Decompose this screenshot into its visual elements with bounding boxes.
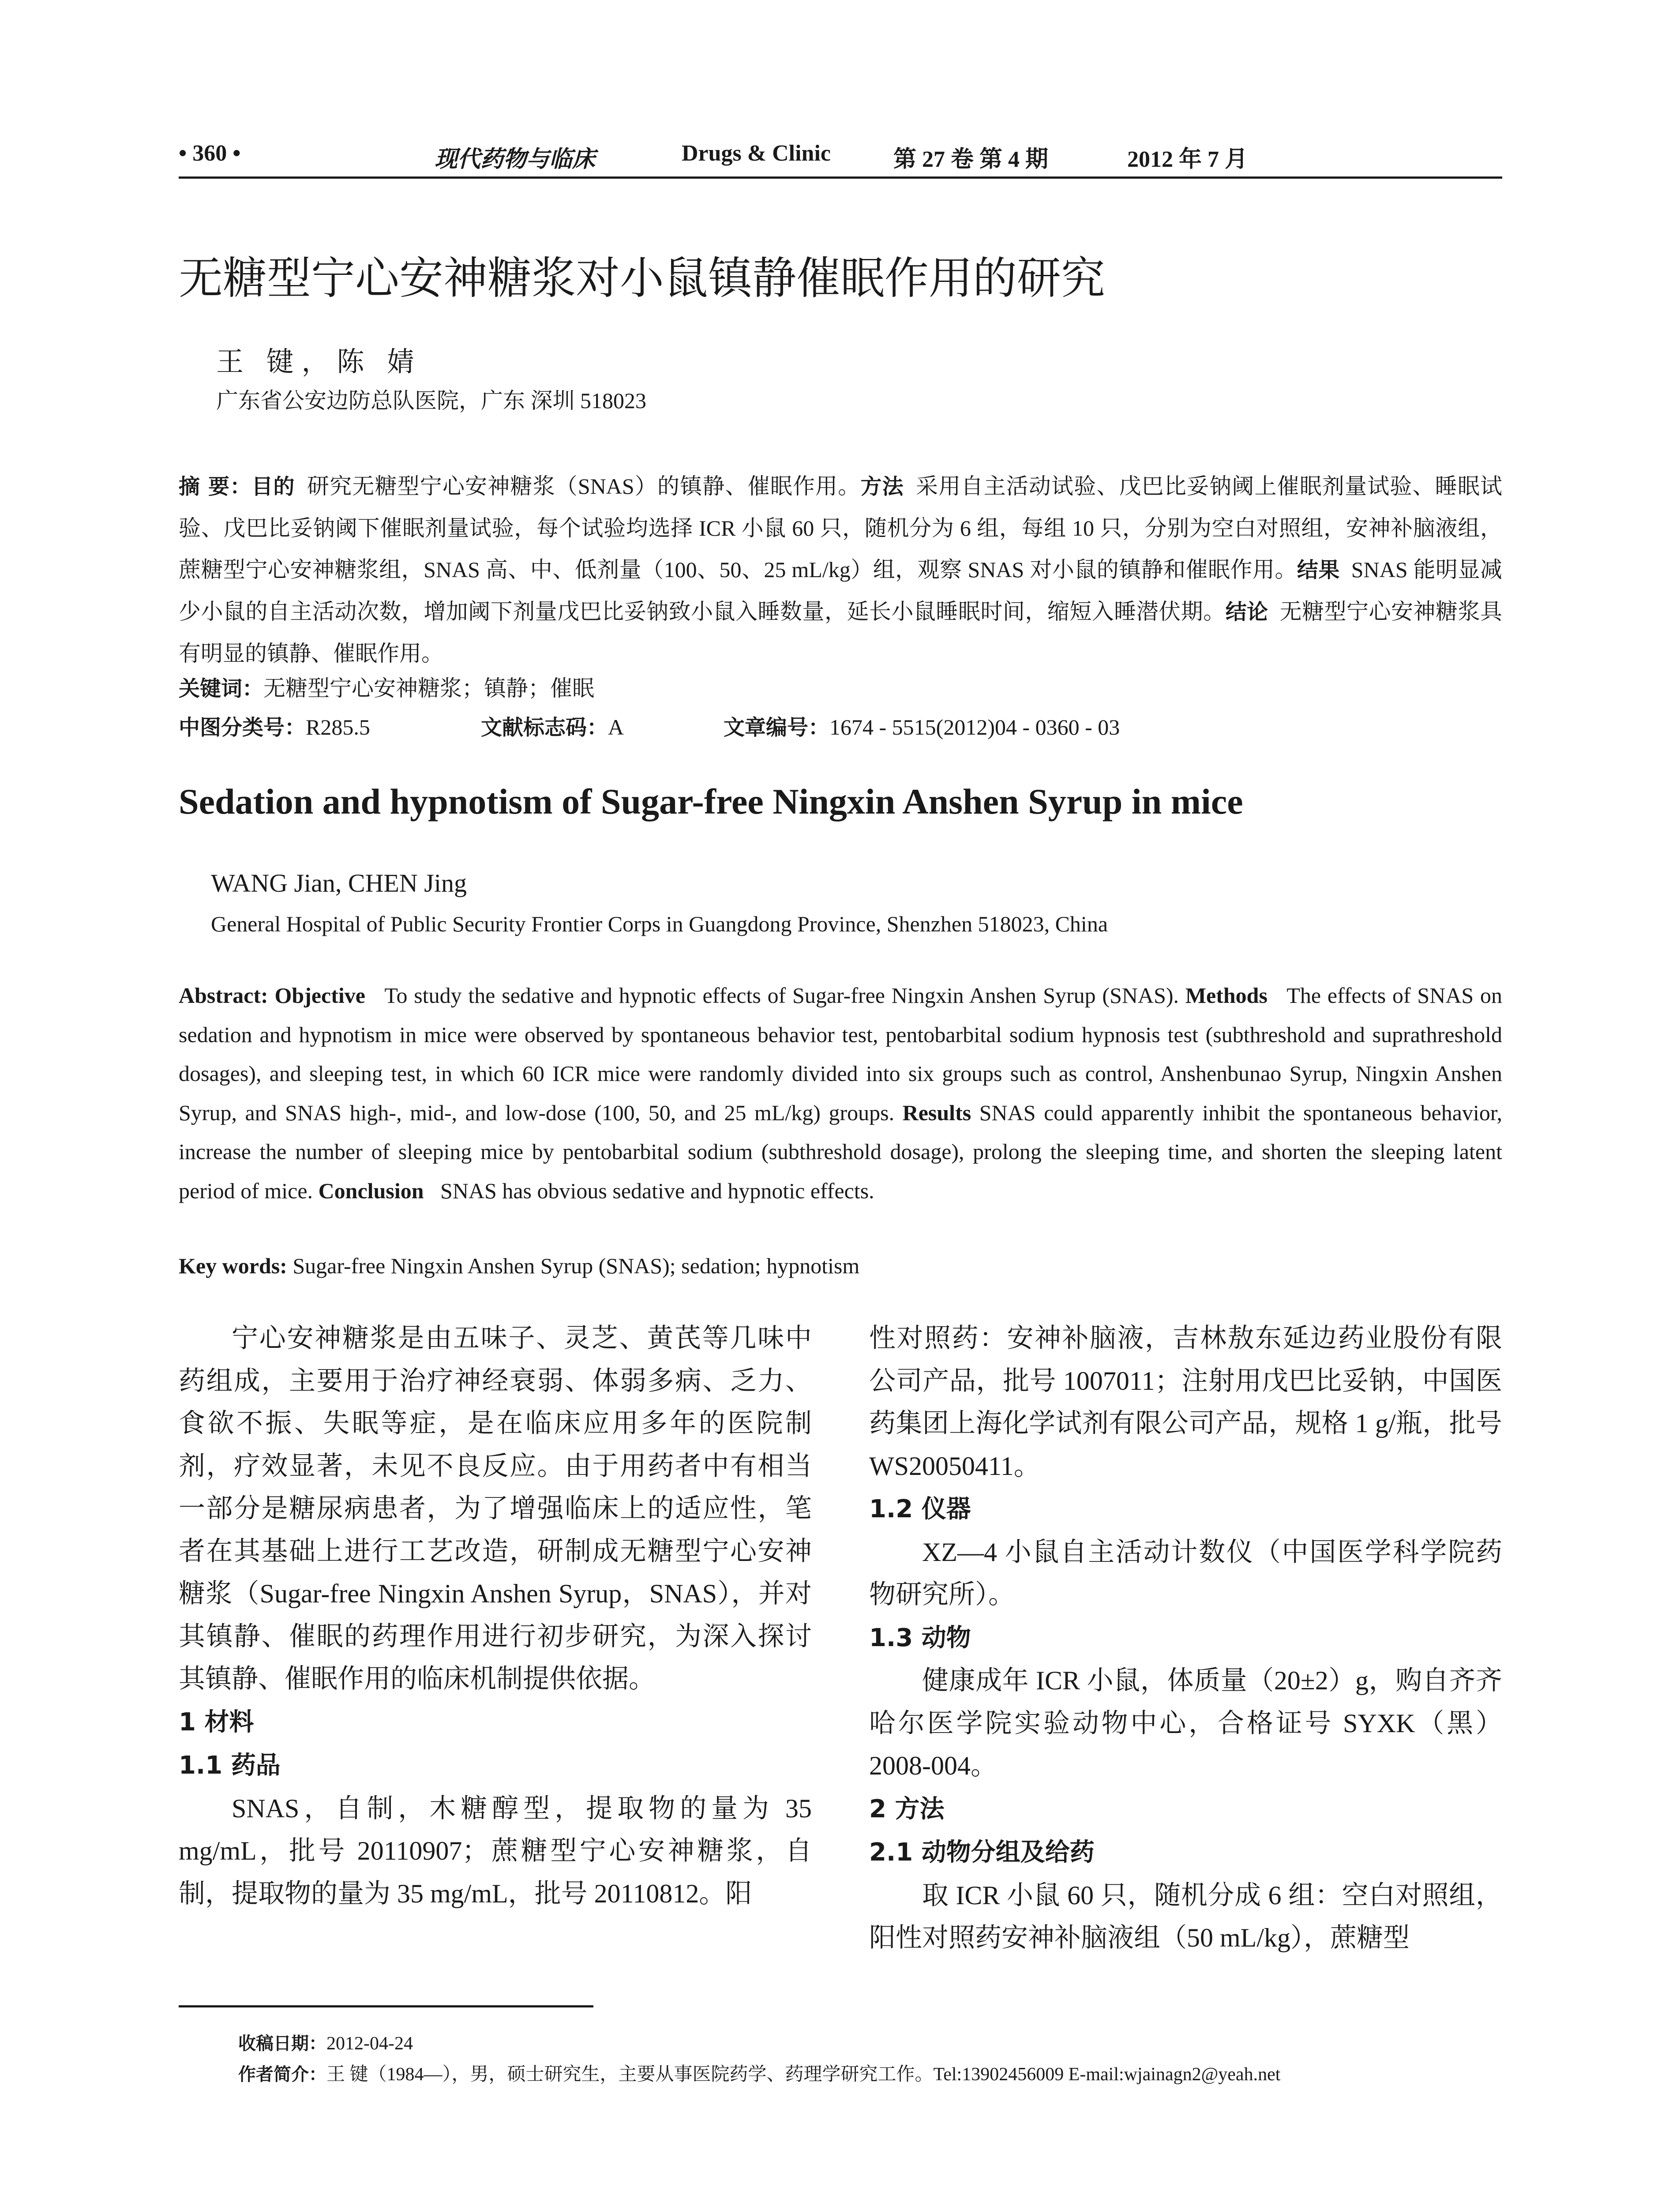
title-en: Sedation and hypnotism of Sugar-free Ningxin Anshen Syrup in mice — [179, 781, 1243, 822]
methods-cn-label: 方法 — [860, 474, 904, 499]
section-2-1-heading: 2.1 动物分组及给药 — [869, 1838, 1095, 1867]
section-1-3-heading: 1.3 动物 — [869, 1623, 971, 1652]
results-en: SNAS could apparently inhibit the spontaneous behavior, increase the number of sleeping mice by pentobarbital sodium (subthreshold dosage), prolong the sleeping time, and shorten the sleeping latent period of mice. — [179, 1100, 1503, 1203]
grouping-paragraph: 取 ICR 小鼠 60 只，随机分成 6 组：空白对照组，阳性对照药安神补脑液组（50 mL/kg），蔗糖型 — [869, 1880, 1502, 1952]
doc-code-line — [481, 710, 624, 741]
abstract-en-label: Abstract: — [179, 983, 268, 1008]
title-cn: 无糖型宁心安神糖浆对小鼠镇静催眠作用的研究 — [179, 252, 1105, 304]
objective-en-label: Objective — [274, 983, 365, 1008]
section-1-heading: 1 材料 — [179, 1707, 254, 1737]
footnote-received — [238, 2030, 413, 2055]
affiliation-cn: 广东省公安边防总队医院，广东 深圳 518023 — [216, 388, 646, 413]
intro-paragraph: 宁心安神糖浆是由五味子、灵芝、黄芪等几味中药组成，主要用于治疗神经衰弱、体弱多病、乏力、食欲不振、失眠等症，是在临床应用多年的医院制剂，疗效显著，未见不良反应。由于用药者中有相当一部分是糖尿病患者，为了增强临床上的适应性，笔者在其基础上进行工艺改造，研制成无糖型宁心安神糖浆（Sugar-free Ningxin Anshen Syrup，SNAS），并对其镇静、催眠的药理作用进行初步研究，为深入探讨其镇静、催眠作用的临床机制提供依据。 — [179, 1324, 812, 1693]
clc-label: 中图分类号： — [179, 715, 306, 740]
conclusion-cn-label: 结论 — [1225, 600, 1268, 624]
authors-en: WANG Jian, CHEN Jing — [211, 869, 467, 897]
objective-cn: 研究无糖型宁心安神糖浆（SNAS）的镇静、催眠作用。 — [307, 474, 861, 499]
drugs-paragraph-cont: 性对照药：安神补脑液，吉林敖东延边药业股份有限公司产品，批号 1007011；注射用戊巴比妥钠，中国医药集团上海化学试剂有限公司产品，规格 1 g/瓶，批号 WS20050411。 — [869, 1324, 1502, 1481]
keywords-en-label: Key words: — [179, 1253, 287, 1278]
conclusion-cn: 无糖型宁心安神糖浆具有明显的镇静、催眠作用。 — [179, 599, 1502, 666]
doc-code-value: A — [608, 715, 624, 739]
journal-name-cn: 现代药物与临床 — [435, 147, 596, 172]
results-en-label: Results — [902, 1100, 971, 1125]
footnote-rule — [179, 2005, 593, 2007]
results-cn: SNAS 能明显减少小鼠的自主活动次数，增加阈下剂量戊巴比妥钠致小鼠入睡数量，延长小鼠睡眠时间，缩短入睡潜伏期。 — [179, 557, 1502, 624]
volume-issue: 第 27 卷 第 4 期 — [893, 147, 1049, 172]
doc-code-label: 文献标志码： — [481, 715, 608, 740]
methods-en: The effects of SNAS on sedation and hypnotism in mice were observed by spontaneous behavior test, pentobarbital sodium hypnosis test (subthreshold and suprathreshold dosages), and sleeping test, in which 60 ICR mice were randomly divided into six groups such as control, Anshenbunao Syrup, Ningxin Anshen Syrup, and SNAS high-, mid-, and low-dose (100, 50, and 25 mL/kg) groups. — [179, 983, 1503, 1125]
footnote-author — [238, 2060, 1280, 2086]
objective-cn-label: 目的 — [251, 474, 295, 499]
abstract-cn — [179, 465, 1502, 674]
abstract-en — [179, 976, 1502, 1210]
author-bio: 王 键（1984—），男，硕士研究生，主要从事医院药学、药理学研究工作。Tel:13902456009 E-mail:wjainagn2@yeah.net — [326, 2064, 1281, 2085]
body-right-column — [869, 1317, 1502, 1959]
received-date: 2012-04-24 — [326, 2033, 413, 2054]
methods-en-label: Methods — [1185, 983, 1268, 1008]
abstract-cn-label: 摘 要： — [179, 474, 252, 499]
section-2-heading: 2 方法 — [869, 1794, 945, 1823]
clc-value: R285.5 — [306, 715, 370, 739]
objective-en: To study the sedative and hypnotic effects of Sugar-free Ningxin Anshen Syrup (SNAS). — [384, 983, 1179, 1008]
article-number-value: 1674 - 5515(2012)04 - 0360 - 03 — [829, 715, 1120, 739]
section-1-1-heading: 1.1 药品 — [179, 1751, 281, 1780]
body-left-column — [179, 1317, 812, 1915]
section-1-2-heading: 1.2 仪器 — [869, 1495, 971, 1523]
running-header — [179, 140, 1502, 176]
conclusion-en: SNAS has obvious sedative and hypnotic effects. — [440, 1178, 874, 1203]
keywords-en-text: Sugar-free Ningxin Anshen Syrup (SNAS); sedation; hypnotism — [292, 1253, 860, 1278]
author-bio-label: 作者简介： — [238, 2064, 326, 2085]
drugs-paragraph: SNAS，自制，木糖醇型，提取物的量为 35 mg/mL，批号 20110907；蔗糖型宁心安神糖浆，自制，提取物的量为 35 mg/mL，批号 20110812。阳 — [179, 1793, 812, 1908]
instruments-paragraph: XZ—4 小鼠自主活动计数仪（中国医学科学院药物研究所）。 — [869, 1537, 1502, 1609]
received-label: 收稿日期： — [238, 2033, 326, 2054]
results-cn-label: 结果 — [1297, 558, 1340, 582]
page-number: • 360 • — [179, 141, 241, 166]
conclusion-en-label: Conclusion — [318, 1178, 424, 1203]
keywords-cn — [179, 671, 594, 702]
keywords-cn-label: 关键词： — [179, 676, 264, 701]
header-rule — [179, 176, 1502, 179]
methods-cn: 采用自主活动试验、戊巴比妥钠阈上催眠剂量试验、睡眠试验、戊巴比妥钠阈下催眠剂量试验，每个试验均选择 ICR 小鼠 60 只，随机分为 6 组，每组 10 只，分别为空白对照组，安神补脑液组，蔗糖型宁心安神糖浆组，SNAS 高、中、低剂量（100、50、25 mL/kg）组，观察 SNAS 对小鼠的镇静和催眠作用。 — [179, 474, 1503, 582]
issue-date: 2012 年 7 月 — [1127, 147, 1248, 172]
animals-paragraph: 健康成年 ICR 小鼠，体质量（20±2）g，购自齐齐哈尔医学院实验动物中心，合格证号 SYXK（黑）2008-004。 — [869, 1666, 1502, 1780]
journal-name-en: Drugs & Clinic — [682, 141, 831, 166]
authors-cn: 王 键，陈 婧 — [216, 347, 423, 377]
affiliation-en: General Hospital of Public Security Frontier Corps in Guangdong Province, Shenzhen 518023, China — [211, 912, 1108, 936]
classification-line — [179, 710, 370, 741]
article-number-label: 文章编号： — [724, 715, 830, 740]
article-number-line — [724, 710, 1120, 741]
keywords-en — [179, 1253, 859, 1279]
keywords-cn-text: 无糖型宁心安神糖浆；镇静；催眠 — [263, 676, 595, 701]
